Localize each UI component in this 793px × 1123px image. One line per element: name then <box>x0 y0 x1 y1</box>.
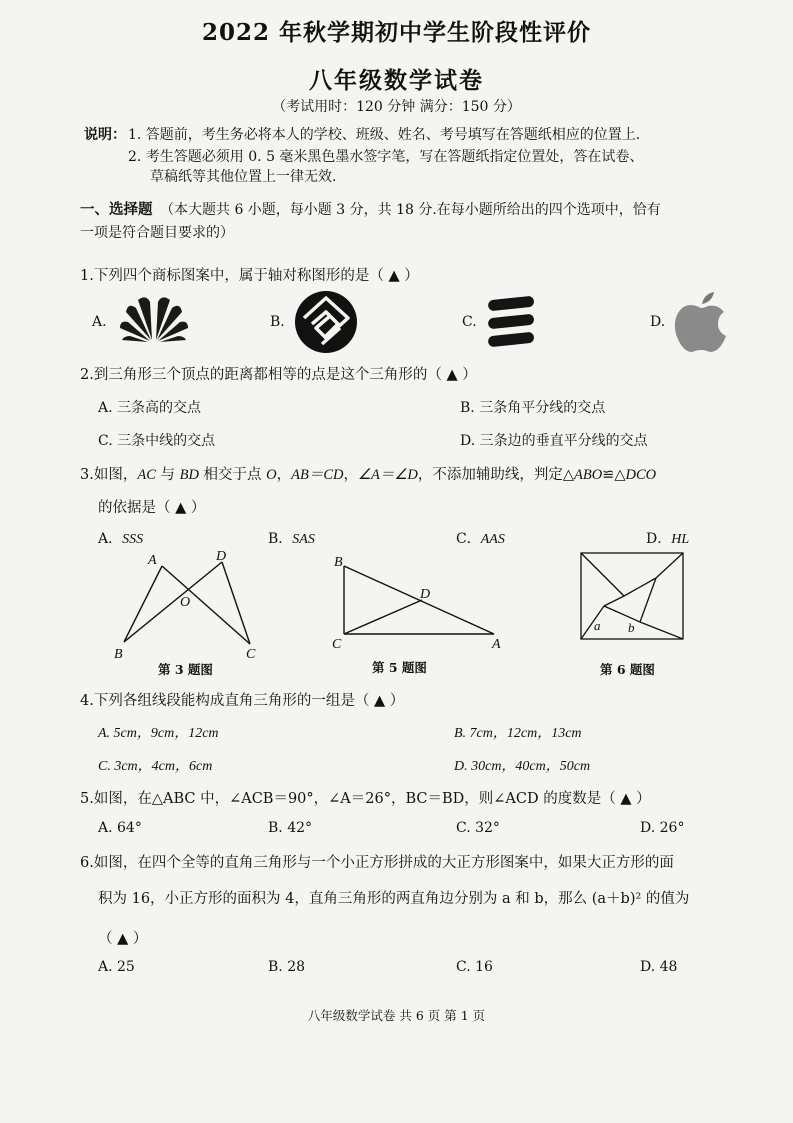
q5-option-a: A. 64° <box>98 820 142 836</box>
q5-option-c: C. 32° <box>456 820 500 836</box>
note-item-1: 1. 答题前，考生务必将本人的学校、班级、姓名、考号填写在答题纸相应的位置上. <box>128 127 641 143</box>
q4-option-a: A. 5cm，9cm，12cm <box>98 726 219 741</box>
q3-option-a: A．SSS <box>98 531 144 547</box>
exam-title: 2022 年秋学期初中学生阶段性评价 <box>201 19 592 46</box>
q4-option-c: C. 3cm，4cm，6cm <box>98 759 213 774</box>
q2-option-c: C. 三条中线的交点 <box>98 433 216 449</box>
fig5-caption: 第 5 题图 <box>372 660 427 675</box>
q4-option-b: B. 7cm，12cm，13cm <box>454 726 582 741</box>
note-item-3: 草稿纸等其他位置上一律无效. <box>150 169 337 185</box>
huawei-logo-icon <box>118 292 190 344</box>
q1-label-a: A. <box>92 314 107 330</box>
fig5-point-a: A <box>492 637 501 652</box>
q6-option-b: B. 28 <box>268 959 306 975</box>
three-bars-logo-icon <box>484 294 540 350</box>
q2-option-a: A. 三条高的交点 <box>98 400 202 416</box>
fig5-point-d: D <box>420 587 431 602</box>
fig5-point-b: B <box>334 555 343 570</box>
fig3-caption: 第 3 题图 <box>158 662 213 677</box>
q6-option-d: D. 48 <box>640 959 678 975</box>
q2-stem: 2.到三角形三个顶点的距离都相等的点是这个三角形的（ ▲ ） <box>80 367 477 383</box>
fig3-point-a: A <box>148 553 157 568</box>
q3-stem-line1: 3.如图，AC 与 BD 相交于点 O，AB＝CD，∠A＝∠D，不添加辅助线，判定△ABO≌△DCO <box>80 467 657 483</box>
apple-logo-icon <box>672 292 730 354</box>
q6-stem-line2: 积为 16，小正方形的面积为 4，直角三角形的两直角边分别为 a 和 b，那么 (a＋b)² 的值为 <box>98 891 690 907</box>
q5-stem: 5.如图，在△ABC 中，∠ACB＝90°，∠A＝26°，BC＝BD，则∠ACD 的度数是（ ▲ ） <box>80 791 651 807</box>
fig5-point-c: C <box>332 637 342 652</box>
fig3-point-b: B <box>114 647 123 662</box>
q6-stem-line1: 6.如图，在四个全等的直角三角形与一个小正方形拼成的大正方形图案中，如果大正方形的面 <box>80 855 674 871</box>
page-footer: 八年级数学试卷 共 6 页 第 1 页 <box>307 1008 486 1023</box>
q5-option-d: D. 26° <box>640 820 685 836</box>
note-item-2: 2. 考生答题必须用 0. 5 毫米黑色墨水签字笔，写在答题纸指定位置处，答在试卷、 <box>128 149 644 165</box>
exam-subtitle: 八年级数学试卷 <box>309 67 484 94</box>
china-mobile-logo-icon <box>294 290 358 354</box>
q6-option-a: A. 25 <box>98 959 135 975</box>
q2-option-d: D. 三条边的垂直平分线的交点 <box>460 433 648 449</box>
section-heading: 一、选择题 <box>80 201 153 218</box>
fig6-label-a: a <box>594 618 601 633</box>
q1-label-c: C. <box>462 314 477 330</box>
q1-label-b: B. <box>270 314 285 330</box>
figure-5-diagram <box>330 552 510 652</box>
q5-option-b: B. 42° <box>268 820 313 836</box>
q2-option-b: B. 三条角平分线的交点 <box>460 400 606 416</box>
fig6-label-b: b <box>628 620 635 635</box>
q4-stem: 4.下列各组线段能构成直角三角形的一组是（ ▲ ） <box>80 693 405 709</box>
q6-stem-line3: （ ▲ ） <box>98 931 148 947</box>
section-desc-2: 一项是符合题目要求的） <box>80 225 234 241</box>
figure-3-diagram <box>110 548 270 663</box>
exam-info: （考试用时：120 分钟 满分：150 分） <box>272 99 521 115</box>
q1-label-d: D. <box>650 314 666 330</box>
q3-option-b: B．SAS <box>268 531 315 547</box>
figure-6-diagram <box>580 552 686 642</box>
fig3-point-c: C <box>246 647 256 662</box>
section-desc-1: （本大题共 6 小题，每小题 3 分，共 18 分.在每小题所给出的四个选项中，恰有 <box>160 202 661 218</box>
fig3-point-d: D <box>216 549 227 564</box>
fig6-caption: 第 6 题图 <box>600 662 655 677</box>
q6-option-c: C. 16 <box>456 959 493 975</box>
fig3-point-o: O <box>180 595 191 610</box>
q3-option-c: C．AAS <box>456 531 505 547</box>
notes-label: 说明： <box>84 127 126 143</box>
q4-option-d: D. 30cm，40cm，50cm <box>454 759 591 774</box>
q3-stem-line2: 的依据是（ ▲ ） <box>98 500 206 516</box>
q3-option-d: D．HL <box>646 531 690 547</box>
q1-stem: 1.下列四个商标图案中，属于轴对称图形的是（ ▲ ） <box>80 268 419 284</box>
